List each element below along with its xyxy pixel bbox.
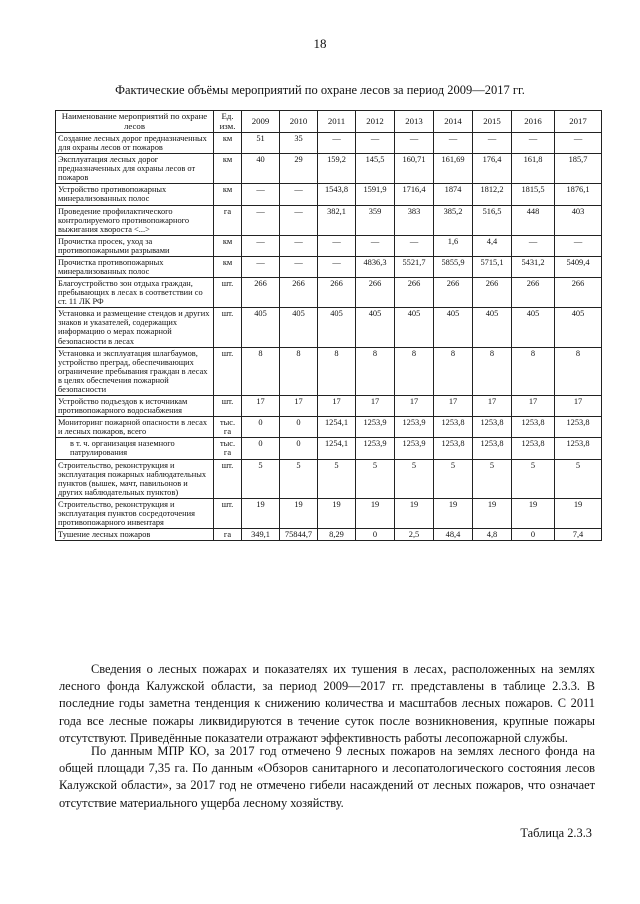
table-row bbox=[56, 396, 602, 417]
year-value: 385,2 bbox=[434, 205, 473, 235]
year-value: 19 bbox=[356, 498, 395, 528]
year-value: 17 bbox=[280, 396, 318, 417]
header-year: 2012 bbox=[356, 111, 395, 133]
year-value: 1253,8 bbox=[434, 438, 473, 459]
year-value: 17 bbox=[512, 396, 555, 417]
measure-name: Тушение лесных пожаров bbox=[56, 529, 214, 541]
year-value: 1254,1 bbox=[318, 417, 356, 438]
year-value: — bbox=[280, 256, 318, 277]
header-year: 2017 bbox=[555, 111, 602, 133]
year-value: — bbox=[356, 133, 395, 154]
year-value: 1253,9 bbox=[395, 417, 434, 438]
year-value: 161,8 bbox=[512, 154, 555, 184]
measure-unit: шт. bbox=[214, 308, 242, 347]
year-value: 266 bbox=[242, 278, 280, 308]
year-value: 266 bbox=[555, 278, 602, 308]
year-value: 0 bbox=[280, 417, 318, 438]
year-value: 145,5 bbox=[356, 154, 395, 184]
year-value: 266 bbox=[356, 278, 395, 308]
measure-unit: шт. bbox=[214, 396, 242, 417]
year-value: 448 bbox=[512, 205, 555, 235]
year-value: 5431,2 bbox=[512, 256, 555, 277]
header-year: 2016 bbox=[512, 111, 555, 133]
year-value: — bbox=[395, 133, 434, 154]
year-value: 160,71 bbox=[395, 154, 434, 184]
year-value: — bbox=[280, 205, 318, 235]
year-value: — bbox=[242, 235, 280, 256]
year-value: 405 bbox=[280, 308, 318, 347]
table-row bbox=[56, 235, 602, 256]
year-value: — bbox=[318, 235, 356, 256]
year-value: 8 bbox=[473, 347, 512, 395]
year-value: 19 bbox=[555, 498, 602, 528]
year-value: 17 bbox=[356, 396, 395, 417]
measure-unit: тыс. га bbox=[214, 438, 242, 459]
measure-unit: шт. bbox=[214, 459, 242, 498]
measure-unit: га bbox=[214, 205, 242, 235]
year-value: 0 bbox=[242, 438, 280, 459]
header-year: 2013 bbox=[395, 111, 434, 133]
measure-name: Прочистка просек, уход за противопожарными разрывами bbox=[56, 235, 214, 256]
year-value: 405 bbox=[356, 308, 395, 347]
table-row bbox=[56, 438, 602, 459]
year-value: — bbox=[318, 133, 356, 154]
year-value: — bbox=[395, 235, 434, 256]
year-value: 405 bbox=[512, 308, 555, 347]
measure-name: Строительство, реконструкция и эксплуатация пожарных наблюдательных пунктов (вышек, мачт, павильонов и других наблюдательных пунктов) bbox=[56, 459, 214, 498]
measure-name: Установка и эксплуатация шлагбаумов, устройство преград, обеспечивающих ограничение пребывания граждан в лесах в целях обеспечения пожарной безопасности bbox=[56, 347, 214, 395]
table-row bbox=[56, 529, 602, 541]
measure-unit: км bbox=[214, 133, 242, 154]
header-year: 2010 bbox=[280, 111, 318, 133]
year-value: 5715,1 bbox=[473, 256, 512, 277]
year-value: 1543,8 bbox=[318, 184, 356, 205]
year-value: 4,8 bbox=[473, 529, 512, 541]
year-value: 0 bbox=[242, 417, 280, 438]
header-unit: Ед. изм. bbox=[214, 111, 242, 133]
measure-unit: км bbox=[214, 256, 242, 277]
measure-name: в т. ч. организация наземного патрулирования bbox=[56, 438, 214, 459]
paragraph-fire-info: Сведения о лесных пожарах и показателях их тушения в лесах, расположенных на землях лесного фонда Калужской области, за период 2009—2017 гг. представлены в таблице 2.3.3. В последние годы заметна тенденция к снижению количества и масштабов лесных пожаров. С 2011 года все лесные пожары ликвидируются в течение суток после возникновения, крупные пожары отсутствуют. Приведённые показатели отражают эффективность работы лесопожарной службы. bbox=[59, 662, 595, 745]
year-value: 1591,9 bbox=[356, 184, 395, 205]
measure-name: Создание лесных дорог предназначенных для охраны лесов от пожаров bbox=[56, 133, 214, 154]
header-year: 2015 bbox=[473, 111, 512, 133]
year-value: 8 bbox=[318, 347, 356, 395]
year-value: 75844,7 bbox=[280, 529, 318, 541]
table-row bbox=[56, 459, 602, 498]
year-value: — bbox=[434, 133, 473, 154]
measure-name: Устройство противопожарных минерализованных полос bbox=[56, 184, 214, 205]
year-value: 17 bbox=[555, 396, 602, 417]
table-row bbox=[56, 184, 602, 205]
year-value: — bbox=[356, 235, 395, 256]
year-value: 19 bbox=[434, 498, 473, 528]
measure-name: Прочистка противопожарных минерализованных полос bbox=[56, 256, 214, 277]
year-value: 359 bbox=[356, 205, 395, 235]
table-body bbox=[56, 133, 602, 541]
year-value: 5855,9 bbox=[434, 256, 473, 277]
measure-name: Строительство, реконструкция и эксплуатация пунктов сосредоточения противопожарного инвентаря bbox=[56, 498, 214, 528]
year-value: 5521,7 bbox=[395, 256, 434, 277]
year-value: 5 bbox=[280, 459, 318, 498]
table-reference: Таблица 2.3.3 bbox=[520, 826, 592, 840]
year-value: 1254,1 bbox=[318, 438, 356, 459]
year-value: 1253,8 bbox=[555, 438, 602, 459]
year-value: — bbox=[473, 133, 512, 154]
header-name: Наименование мероприятий по охране лесов bbox=[56, 111, 214, 133]
year-value: — bbox=[555, 235, 602, 256]
table-row bbox=[56, 256, 602, 277]
year-value: 0 bbox=[280, 438, 318, 459]
measure-unit: шт. bbox=[214, 278, 242, 308]
table-row bbox=[56, 154, 602, 184]
header-year: 2009 bbox=[242, 111, 280, 133]
year-value: 1716,4 bbox=[395, 184, 434, 205]
table-row bbox=[56, 498, 602, 528]
year-value: 1253,9 bbox=[356, 438, 395, 459]
year-value: 8 bbox=[280, 347, 318, 395]
year-value: 5409,4 bbox=[555, 256, 602, 277]
year-value: 19 bbox=[318, 498, 356, 528]
page-number: 18 bbox=[313, 36, 327, 51]
year-value: — bbox=[242, 205, 280, 235]
year-value: 19 bbox=[473, 498, 512, 528]
year-value: 405 bbox=[395, 308, 434, 347]
measure-unit: шт. bbox=[214, 347, 242, 395]
measure-unit: тыс. га bbox=[214, 417, 242, 438]
year-value: 266 bbox=[512, 278, 555, 308]
year-value: 382,1 bbox=[318, 205, 356, 235]
year-value: 266 bbox=[434, 278, 473, 308]
year-value: 266 bbox=[318, 278, 356, 308]
year-value: 35 bbox=[280, 133, 318, 154]
table-row bbox=[56, 278, 602, 308]
year-value: 1253,9 bbox=[395, 438, 434, 459]
year-value: 17 bbox=[434, 396, 473, 417]
year-value: 5 bbox=[555, 459, 602, 498]
year-value: 8 bbox=[512, 347, 555, 395]
table-row bbox=[56, 347, 602, 395]
year-value: 5 bbox=[395, 459, 434, 498]
year-value: 1253,8 bbox=[473, 417, 512, 438]
year-value: 5 bbox=[356, 459, 395, 498]
year-value: 48,4 bbox=[434, 529, 473, 541]
measure-unit: шт. bbox=[214, 498, 242, 528]
year-value: 8,29 bbox=[318, 529, 356, 541]
year-value: 1253,8 bbox=[512, 417, 555, 438]
year-value: 161,69 bbox=[434, 154, 473, 184]
year-value: 266 bbox=[280, 278, 318, 308]
year-value: 1253,8 bbox=[434, 417, 473, 438]
year-value: 1874 bbox=[434, 184, 473, 205]
year-value: 405 bbox=[318, 308, 356, 347]
year-value: 1253,8 bbox=[512, 438, 555, 459]
year-value: 516,5 bbox=[473, 205, 512, 235]
year-value: 17 bbox=[395, 396, 434, 417]
year-value: 159,2 bbox=[318, 154, 356, 184]
measure-name: Устройство подъездов к источникам противопожарного водоснабжения bbox=[56, 396, 214, 417]
year-value: — bbox=[242, 256, 280, 277]
year-value: 1815,5 bbox=[512, 184, 555, 205]
year-value: 2,5 bbox=[395, 529, 434, 541]
year-value: 0 bbox=[356, 529, 395, 541]
year-value: 40 bbox=[242, 154, 280, 184]
measure-unit: км bbox=[214, 235, 242, 256]
year-value: 266 bbox=[395, 278, 434, 308]
year-value: 4,4 bbox=[473, 235, 512, 256]
year-value: — bbox=[318, 256, 356, 277]
year-value: 17 bbox=[318, 396, 356, 417]
year-value: 405 bbox=[555, 308, 602, 347]
year-value: 19 bbox=[395, 498, 434, 528]
year-value: 5 bbox=[434, 459, 473, 498]
table-title: Фактические объёмы мероприятий по охране лесов за период 2009—2017 гг. bbox=[115, 83, 525, 97]
year-value: 405 bbox=[434, 308, 473, 347]
measure-name: Благоустройство зон отдыха граждан, пребывающих в лесах в соответствии со ст. 11 ЛК РФ bbox=[56, 278, 214, 308]
year-value: 1253,8 bbox=[473, 438, 512, 459]
year-value: 5 bbox=[473, 459, 512, 498]
year-value: 1253,8 bbox=[555, 417, 602, 438]
measure-unit: км bbox=[214, 154, 242, 184]
year-value: 1812,2 bbox=[473, 184, 512, 205]
measure-name: Установка и размещение стендов и других знаков и указателей, содержащих информацию о мерах пожарной безопасности в лесах bbox=[56, 308, 214, 347]
year-value: — bbox=[280, 235, 318, 256]
year-value: 8 bbox=[242, 347, 280, 395]
year-value: 8 bbox=[555, 347, 602, 395]
table-header-row bbox=[56, 111, 602, 133]
year-value: 19 bbox=[512, 498, 555, 528]
year-value: 4836,3 bbox=[356, 256, 395, 277]
table-row bbox=[56, 133, 602, 154]
forest-protection-table bbox=[55, 110, 602, 541]
measure-unit: га bbox=[214, 529, 242, 541]
year-value: 185,7 bbox=[555, 154, 602, 184]
year-value: — bbox=[242, 184, 280, 205]
table-row bbox=[56, 308, 602, 347]
year-value: 17 bbox=[242, 396, 280, 417]
header-year: 2011 bbox=[318, 111, 356, 133]
year-value: 405 bbox=[242, 308, 280, 347]
measure-name: Проведение профилактического контролируемого противопожарного выжигания хвороста <...> bbox=[56, 205, 214, 235]
year-value: 405 bbox=[473, 308, 512, 347]
year-value: 1876,1 bbox=[555, 184, 602, 205]
year-value: 8 bbox=[434, 347, 473, 395]
year-value: 5 bbox=[512, 459, 555, 498]
measure-name: Эксплуатация лесных дорог предназначенных для охраны лесов от пожаров bbox=[56, 154, 214, 184]
year-value: 266 bbox=[473, 278, 512, 308]
table-row bbox=[56, 417, 602, 438]
year-value: 1,6 bbox=[434, 235, 473, 256]
year-value: 1253,9 bbox=[356, 417, 395, 438]
table-row bbox=[56, 205, 602, 235]
year-value: 19 bbox=[280, 498, 318, 528]
header-year: 2014 bbox=[434, 111, 473, 133]
year-value: 0 bbox=[512, 529, 555, 541]
year-value: 5 bbox=[318, 459, 356, 498]
year-value: 7,4 bbox=[555, 529, 602, 541]
year-value: 383 bbox=[395, 205, 434, 235]
year-value: 403 bbox=[555, 205, 602, 235]
year-value: 349,1 bbox=[242, 529, 280, 541]
year-value: — bbox=[512, 133, 555, 154]
year-value: 176,4 bbox=[473, 154, 512, 184]
year-value: 51 bbox=[242, 133, 280, 154]
year-value: 8 bbox=[395, 347, 434, 395]
year-value: 8 bbox=[356, 347, 395, 395]
year-value: 19 bbox=[242, 498, 280, 528]
year-value: — bbox=[280, 184, 318, 205]
year-value: — bbox=[555, 133, 602, 154]
year-value: 5 bbox=[242, 459, 280, 498]
measure-unit: км bbox=[214, 184, 242, 205]
paragraph-2017-stats: По данным МПР КО, за 2017 год отмечено 9 лесных пожаров на землях лесного фонда на общей площади 7,35 га. По данным «Обзоров санитарного и лесопатологического состояния лесов Калужской области», за 2017 год не отмечено гибели насаждений от лесных пожаров, что означает отсутствие материального ущерба лесному хозяйству. bbox=[59, 744, 595, 810]
year-value: 17 bbox=[473, 396, 512, 417]
measure-name: Мониторинг пожарной опасности в лесах и лесных пожаров, всего bbox=[56, 417, 214, 438]
year-value: 29 bbox=[280, 154, 318, 184]
year-value: — bbox=[512, 235, 555, 256]
